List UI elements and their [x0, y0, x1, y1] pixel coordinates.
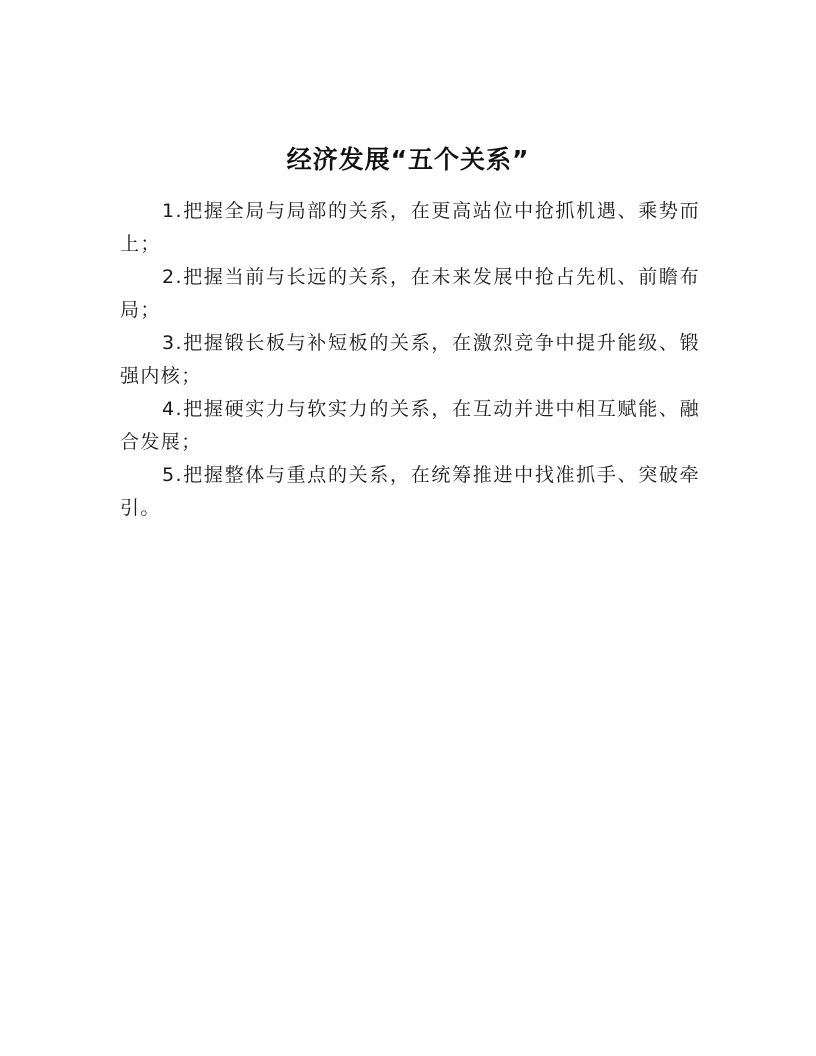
document-title: 经济发展“五个关系”: [286, 145, 530, 174]
paragraph-2: 2.把握当前与长远的关系，在未来发展中抢占先机、前瞻布局；: [120, 266, 700, 321]
paragraph-3: 3.把握锻长板与补短板的关系，在激烈竞争中提升能级、锻强内核；: [120, 332, 700, 387]
document-body: [120, 195, 700, 525]
paragraph-1: 1.把握全局与局部的关系，在更高站位中抢抓机遇、乘势而上；: [120, 200, 700, 255]
paragraph-5: 5.把握整体与重点的关系，在统筹推进中找准抓手、突破牵引。: [120, 464, 700, 519]
paragraph-4: 4.把握硬实力与软实力的关系，在互动并进中相互赋能、融合发展；: [120, 398, 700, 453]
